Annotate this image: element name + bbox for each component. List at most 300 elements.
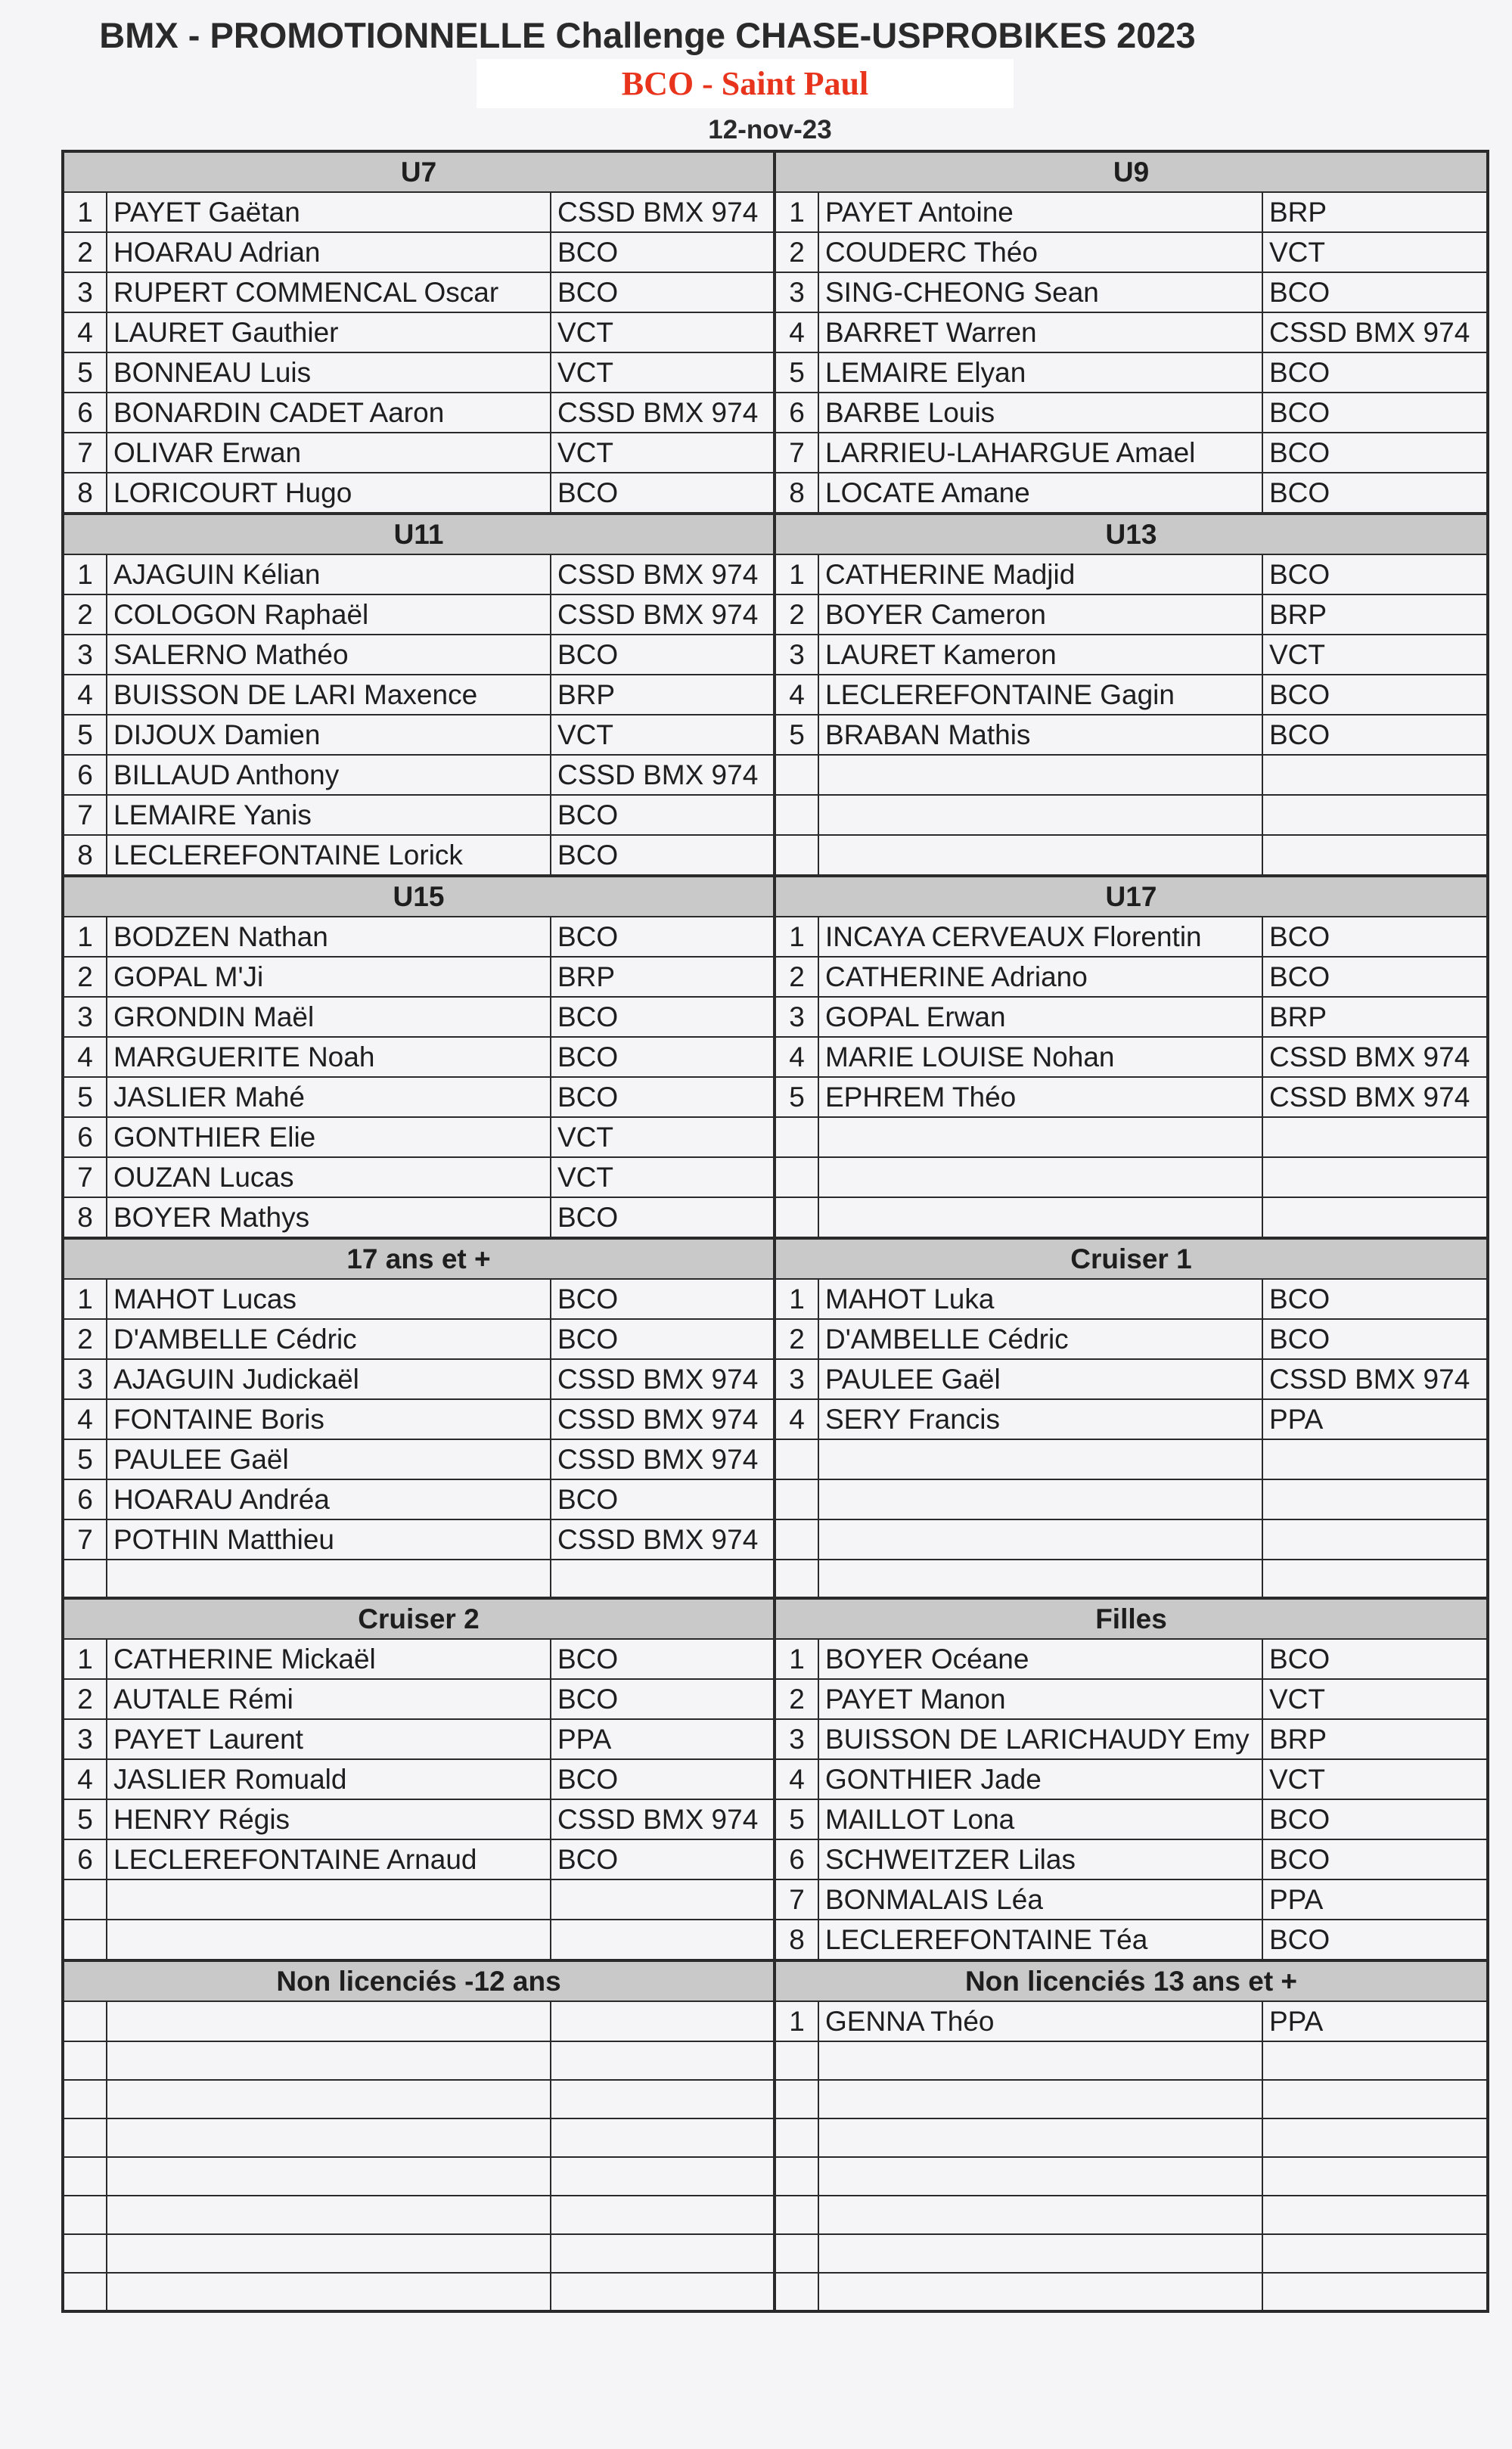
rider-name-cell: POTHIN Matthieu	[107, 1519, 551, 1560]
rider-name-cell: LECLEREFONTAINE Arnaud	[107, 1839, 551, 1879]
rider-name-cell	[818, 795, 1262, 835]
rank-cell: 3	[63, 635, 107, 675]
club-cell	[1262, 1117, 1488, 1157]
category-title: U7	[63, 151, 775, 192]
club-cell: BRP	[551, 957, 775, 997]
rider-name-cell	[107, 1879, 551, 1920]
club-cell: BCO	[1262, 433, 1488, 473]
club-cell	[1262, 755, 1488, 795]
club-cell	[551, 2196, 775, 2234]
rider-name-cell: RUPERT COMMENCAL Oscar	[107, 272, 551, 312]
table-row	[63, 835, 1488, 876]
club-cell: BCO	[551, 1479, 775, 1519]
rider-name-cell: FONTAINE Boris	[107, 1399, 551, 1439]
rider-name-cell: SCHWEITZER Lilas	[818, 1839, 1262, 1879]
category-title: U13	[775, 514, 1488, 554]
table-row	[63, 2041, 1488, 2080]
rank-cell: 1	[63, 1639, 107, 1679]
club-cell: VCT	[551, 312, 775, 352]
club-cell	[1262, 2273, 1488, 2311]
rank-cell	[775, 2196, 818, 2234]
table-row	[63, 2157, 1488, 2196]
rider-name-cell: LEMAIRE Elyan	[818, 352, 1262, 393]
rank-cell: 4	[63, 1759, 107, 1799]
table-row	[63, 1037, 1488, 1077]
table-row	[63, 1399, 1488, 1439]
table-row	[63, 554, 1488, 594]
club-cell: BCO	[551, 1077, 775, 1117]
rank-cell: 6	[63, 1479, 107, 1519]
rank-cell: 4	[63, 312, 107, 352]
category-header-row	[63, 1960, 1488, 2001]
rank-cell: 5	[775, 1077, 818, 1117]
rank-cell	[775, 1157, 818, 1197]
table-row	[63, 1157, 1488, 1197]
club-cell: BCO	[551, 795, 775, 835]
club-cell: BCO	[1262, 272, 1488, 312]
club-cell: PPA	[1262, 1879, 1488, 1920]
club-cell: BCO	[551, 997, 775, 1037]
rider-name-cell: BOYER Mathys	[107, 1197, 551, 1238]
table-row	[63, 1319, 1488, 1359]
rider-name-cell: PAYET Gaëtan	[107, 192, 551, 232]
rank-cell: 8	[63, 473, 107, 514]
page-title: BMX - PROMOTIONNELLE Challenge CHASE-USPROBIKES 2023	[99, 15, 1196, 55]
club-cell: CSSD BMX 974	[551, 393, 775, 433]
venue-subtitle: BCO - Saint Paul	[621, 65, 869, 102]
club-cell: BCO	[1262, 1920, 1488, 1960]
category-title: Cruiser 2	[63, 1598, 775, 1639]
table-row	[63, 1759, 1488, 1799]
rank-cell: 4	[775, 1037, 818, 1077]
rank-cell	[63, 2234, 107, 2273]
club-cell: BCO	[1262, 917, 1488, 957]
rank-cell: 6	[63, 393, 107, 433]
rider-name-cell: PAYET Manon	[818, 1679, 1262, 1719]
rider-name-cell: EPHREM Théo	[818, 1077, 1262, 1117]
rider-name-cell: PAULEE Gaël	[818, 1359, 1262, 1399]
rank-cell	[63, 2196, 107, 2234]
club-cell: BCO	[1262, 1639, 1488, 1679]
club-cell	[551, 2273, 775, 2311]
rank-cell: 6	[63, 755, 107, 795]
category-title: Non licenciés 13 ans et +	[775, 1960, 1488, 2001]
rank-cell: 8	[63, 835, 107, 876]
table-row	[63, 795, 1488, 835]
table-row	[63, 1560, 1488, 1598]
rank-cell	[775, 795, 818, 835]
rider-name-cell: BONMALAIS Léa	[818, 1879, 1262, 1920]
club-cell	[1262, 1157, 1488, 1197]
club-cell: BCO	[551, 1319, 775, 1359]
rider-name-cell: LAURET Kameron	[818, 635, 1262, 675]
category-title: Filles	[775, 1598, 1488, 1639]
rank-cell	[775, 2080, 818, 2118]
club-cell: VCT	[551, 433, 775, 473]
rank-cell: 7	[775, 433, 818, 473]
rider-name-cell: AJAGUIN Judickaël	[107, 1359, 551, 1399]
category-title: U11	[63, 514, 775, 554]
rider-name-cell	[818, 2118, 1262, 2157]
table-row	[63, 635, 1488, 675]
rank-cell: 2	[775, 232, 818, 272]
club-cell	[1262, 2157, 1488, 2196]
rider-name-cell: JASLIER Romuald	[107, 1759, 551, 1799]
club-cell	[1262, 2118, 1488, 2157]
rider-name-cell: GONTHIER Elie	[107, 1117, 551, 1157]
rider-name-cell	[107, 2080, 551, 2118]
rank-cell: 8	[775, 473, 818, 514]
table-row	[63, 1197, 1488, 1238]
rider-name-cell: BOYER Cameron	[818, 594, 1262, 635]
rider-name-cell	[818, 1439, 1262, 1479]
table-row	[63, 433, 1488, 473]
club-cell: CSSD BMX 974	[551, 594, 775, 635]
club-cell: BCO	[1262, 1799, 1488, 1839]
table-row	[63, 473, 1488, 514]
rank-cell: 2	[775, 1319, 818, 1359]
club-cell	[1262, 1560, 1488, 1598]
table-row	[63, 352, 1488, 393]
table-row	[63, 1920, 1488, 1960]
club-cell: BRP	[1262, 997, 1488, 1037]
rider-name-cell	[107, 2041, 551, 2080]
rider-name-cell: JASLIER Mahé	[107, 1077, 551, 1117]
rider-name-cell: INCAYA CERVEAUX Florentin	[818, 917, 1262, 957]
club-cell: CSSD BMX 974	[551, 192, 775, 232]
club-cell	[1262, 795, 1488, 835]
results-table	[61, 150, 1489, 2313]
rank-cell: 3	[775, 1719, 818, 1759]
club-cell: CSSD BMX 974	[551, 1519, 775, 1560]
rank-cell: 2	[63, 232, 107, 272]
club-cell: BCO	[1262, 1839, 1488, 1879]
category-header-row	[63, 151, 1488, 192]
rider-name-cell	[818, 1197, 1262, 1238]
rank-cell: 2	[63, 594, 107, 635]
rank-cell: 1	[775, 554, 818, 594]
rank-cell	[775, 835, 818, 876]
rider-name-cell: OLIVAR Erwan	[107, 433, 551, 473]
rank-cell: 4	[775, 1759, 818, 1799]
table-row	[63, 2196, 1488, 2234]
club-cell: BCO	[551, 1279, 775, 1319]
rider-name-cell: SING-CHEONG Sean	[818, 272, 1262, 312]
rider-name-cell	[818, 1519, 1262, 1560]
rank-cell	[775, 2041, 818, 2080]
rank-cell	[775, 2234, 818, 2273]
rank-cell: 7	[63, 1157, 107, 1197]
event-date: 12-nov-23	[708, 115, 832, 144]
rank-cell: 3	[775, 272, 818, 312]
club-cell	[1262, 1519, 1488, 1560]
rank-cell: 1	[775, 2001, 818, 2041]
rider-name-cell: LECLEREFONTAINE Lorick	[107, 835, 551, 876]
table-row	[63, 192, 1488, 232]
club-cell: BRP	[1262, 192, 1488, 232]
table-row	[63, 1719, 1488, 1759]
rank-cell: 3	[775, 635, 818, 675]
rider-name-cell: LORICOURT Hugo	[107, 473, 551, 514]
rider-name-cell: BUISSON DE LARI Maxence	[107, 675, 551, 715]
rider-name-cell: GOPAL Erwan	[818, 997, 1262, 1037]
club-cell: CSSD BMX 974	[551, 1439, 775, 1479]
rider-name-cell	[107, 2157, 551, 2196]
rider-name-cell: SALERNO Mathéo	[107, 635, 551, 675]
category-header-row	[63, 1598, 1488, 1639]
table-row	[63, 755, 1488, 795]
club-cell: BCO	[551, 272, 775, 312]
club-cell: CSSD BMX 974	[1262, 1077, 1488, 1117]
club-cell	[551, 1879, 775, 1920]
club-cell: VCT	[551, 715, 775, 755]
category-title: Cruiser 1	[775, 1238, 1488, 1279]
rider-name-cell	[818, 1560, 1262, 1598]
club-cell: BCO	[551, 1759, 775, 1799]
rank-cell: 2	[775, 957, 818, 997]
rider-name-cell: MAHOT Luka	[818, 1279, 1262, 1319]
table-row	[63, 1077, 1488, 1117]
rank-cell: 5	[63, 1077, 107, 1117]
rider-name-cell	[818, 2234, 1262, 2273]
rider-name-cell: AUTALE Rémi	[107, 1679, 551, 1719]
club-cell	[551, 2001, 775, 2041]
rank-cell	[63, 1920, 107, 1960]
rank-cell: 7	[63, 795, 107, 835]
rider-name-cell	[818, 835, 1262, 876]
rank-cell: 3	[775, 997, 818, 1037]
club-cell: CSSD BMX 974	[551, 1399, 775, 1439]
club-cell: VCT	[551, 1157, 775, 1197]
table-row	[63, 1519, 1488, 1560]
club-cell: BCO	[551, 232, 775, 272]
rank-cell: 1	[775, 1639, 818, 1679]
rank-cell: 5	[63, 1439, 107, 1479]
rank-cell	[63, 2080, 107, 2118]
category-header-row	[63, 876, 1488, 917]
rank-cell: 1	[63, 1279, 107, 1319]
rider-name-cell	[107, 2118, 551, 2157]
rider-name-cell: DIJOUX Damien	[107, 715, 551, 755]
table-row	[63, 715, 1488, 755]
table-row	[63, 2001, 1488, 2041]
rider-name-cell	[818, 2080, 1262, 2118]
category-title: U9	[775, 151, 1488, 192]
rider-name-cell: GRONDIN Maël	[107, 997, 551, 1037]
rider-name-cell: BARBE Louis	[818, 393, 1262, 433]
club-cell	[1262, 1479, 1488, 1519]
rank-cell	[775, 2118, 818, 2157]
club-cell	[1262, 2041, 1488, 2080]
rider-name-cell: PAYET Antoine	[818, 192, 1262, 232]
club-cell	[551, 2118, 775, 2157]
rider-name-cell: AJAGUIN Kélian	[107, 554, 551, 594]
rank-cell: 5	[63, 1799, 107, 1839]
rider-name-cell: LEMAIRE Yanis	[107, 795, 551, 835]
rank-cell	[775, 2273, 818, 2311]
rider-name-cell: MARIE LOUISE Nohan	[818, 1037, 1262, 1077]
category-title: Non licenciés -12 ans	[63, 1960, 775, 2001]
category-title: U17	[775, 876, 1488, 917]
club-cell	[551, 1920, 775, 1960]
rider-name-cell	[107, 1920, 551, 1960]
club-cell: CSSD BMX 974	[1262, 1359, 1488, 1399]
rider-name-cell: SERY Francis	[818, 1399, 1262, 1439]
club-cell: VCT	[1262, 635, 1488, 675]
club-cell: BCO	[551, 1639, 775, 1679]
club-cell: BCO	[551, 1037, 775, 1077]
club-cell: BCO	[1262, 1279, 1488, 1319]
club-cell: CSSD BMX 974	[551, 554, 775, 594]
rider-name-cell: LECLEREFONTAINE Gagin	[818, 675, 1262, 715]
rider-name-cell: LAURET Gauthier	[107, 312, 551, 352]
rank-cell	[775, 1479, 818, 1519]
table-row	[63, 594, 1488, 635]
rider-name-cell: GONTHIER Jade	[818, 1759, 1262, 1799]
table-row	[63, 1479, 1488, 1519]
club-cell	[1262, 2080, 1488, 2118]
club-cell: VCT	[1262, 1759, 1488, 1799]
club-cell: BCO	[1262, 675, 1488, 715]
club-cell	[1262, 2196, 1488, 2234]
club-cell: BCO	[1262, 554, 1488, 594]
rank-cell: 3	[63, 1359, 107, 1399]
rank-cell: 2	[63, 1679, 107, 1719]
table-row	[63, 312, 1488, 352]
rider-name-cell: BOYER Océane	[818, 1639, 1262, 1679]
table-row	[63, 1279, 1488, 1319]
club-cell: VCT	[1262, 1679, 1488, 1719]
rider-name-cell: BODZEN Nathan	[107, 917, 551, 957]
rider-name-cell: LARRIEU-LAHARGUE Amael	[818, 433, 1262, 473]
rider-name-cell: PAULEE Gaël	[107, 1439, 551, 1479]
rider-name-cell: LECLEREFONTAINE Téa	[818, 1920, 1262, 1960]
category-title: U15	[63, 876, 775, 917]
rider-name-cell: D'AMBELLE Cédric	[818, 1319, 1262, 1359]
rider-name-cell: CATHERINE Madjid	[818, 554, 1262, 594]
rider-name-cell: COUDERC Théo	[818, 232, 1262, 272]
club-cell	[551, 2234, 775, 2273]
club-cell	[551, 2080, 775, 2118]
rank-cell: 1	[775, 192, 818, 232]
rank-cell: 3	[775, 1359, 818, 1399]
rider-name-cell: BRABAN Mathis	[818, 715, 1262, 755]
rider-name-cell	[818, 1117, 1262, 1157]
rider-name-cell: HOARAU Adrian	[107, 232, 551, 272]
rank-cell: 1	[775, 917, 818, 957]
club-cell	[551, 2041, 775, 2080]
rider-name-cell: CATHERINE Mickaël	[107, 1639, 551, 1679]
rank-cell	[63, 2041, 107, 2080]
rank-cell	[775, 1439, 818, 1479]
table-row	[63, 232, 1488, 272]
rank-cell: 4	[63, 1399, 107, 1439]
rider-name-cell	[107, 2001, 551, 2041]
table-row	[63, 1839, 1488, 1879]
rank-cell: 3	[63, 997, 107, 1037]
club-cell	[1262, 2234, 1488, 2273]
rider-name-cell: COLOGON Raphaël	[107, 594, 551, 635]
rider-name-cell	[818, 755, 1262, 795]
rank-cell: 1	[63, 917, 107, 957]
club-cell: BRP	[551, 675, 775, 715]
rank-cell: 3	[63, 272, 107, 312]
rider-name-cell: BONNEAU Luis	[107, 352, 551, 393]
rank-cell	[63, 1560, 107, 1598]
table-row	[63, 1117, 1488, 1157]
table-row	[63, 917, 1488, 957]
rank-cell: 6	[775, 1839, 818, 1879]
club-cell: BCO	[551, 835, 775, 876]
rider-name-cell: GOPAL M'Ji	[107, 957, 551, 997]
club-cell: BCO	[1262, 393, 1488, 433]
rider-name-cell: HENRY Régis	[107, 1799, 551, 1839]
club-cell: BRP	[1262, 1719, 1488, 1759]
club-cell: BCO	[1262, 715, 1488, 755]
rider-name-cell: BONARDIN CADET Aaron	[107, 393, 551, 433]
rider-name-cell	[818, 2157, 1262, 2196]
table-row	[63, 997, 1488, 1037]
rank-cell	[775, 1117, 818, 1157]
table-row	[63, 2234, 1488, 2273]
results-body	[63, 151, 1488, 2311]
club-cell	[551, 2157, 775, 2196]
rank-cell: 5	[63, 715, 107, 755]
rank-cell	[775, 2157, 818, 2196]
rank-cell: 2	[63, 1319, 107, 1359]
rank-cell: 5	[775, 352, 818, 393]
table-row	[63, 393, 1488, 433]
table-row	[63, 1359, 1488, 1399]
club-cell: BCO	[551, 917, 775, 957]
club-cell: VCT	[551, 1117, 775, 1157]
rank-cell	[63, 2157, 107, 2196]
rank-cell: 4	[63, 675, 107, 715]
rank-cell: 5	[63, 352, 107, 393]
club-cell: CSSD BMX 974	[1262, 312, 1488, 352]
rank-cell	[63, 2001, 107, 2041]
rank-cell	[775, 755, 818, 795]
table-row	[63, 675, 1488, 715]
club-cell: PPA	[551, 1719, 775, 1759]
club-cell: BRP	[1262, 594, 1488, 635]
rank-cell	[63, 2118, 107, 2157]
rank-cell: 8	[63, 1197, 107, 1238]
rank-cell	[775, 1560, 818, 1598]
table-row	[63, 1679, 1488, 1719]
table-row	[63, 1799, 1488, 1839]
rider-name-cell: BUISSON DE LARICHAUDY Emy	[818, 1719, 1262, 1759]
rider-name-cell	[107, 2234, 551, 2273]
rank-cell: 6	[63, 1117, 107, 1157]
rank-cell	[775, 1519, 818, 1560]
rider-name-cell	[818, 2196, 1262, 2234]
rank-cell: 4	[775, 675, 818, 715]
table-row	[63, 272, 1488, 312]
rank-cell: 1	[775, 1279, 818, 1319]
rider-name-cell: MAHOT Lucas	[107, 1279, 551, 1319]
rank-cell: 5	[775, 715, 818, 755]
rider-name-cell: BARRET Warren	[818, 312, 1262, 352]
club-cell: PPA	[1262, 1399, 1488, 1439]
table-row	[63, 1879, 1488, 1920]
table-row	[63, 2118, 1488, 2157]
rank-cell: 3	[63, 1719, 107, 1759]
club-cell: BCO	[1262, 1319, 1488, 1359]
club-cell: BCO	[551, 1679, 775, 1719]
category-header-row	[63, 1238, 1488, 1279]
rider-name-cell: D'AMBELLE Cédric	[107, 1319, 551, 1359]
